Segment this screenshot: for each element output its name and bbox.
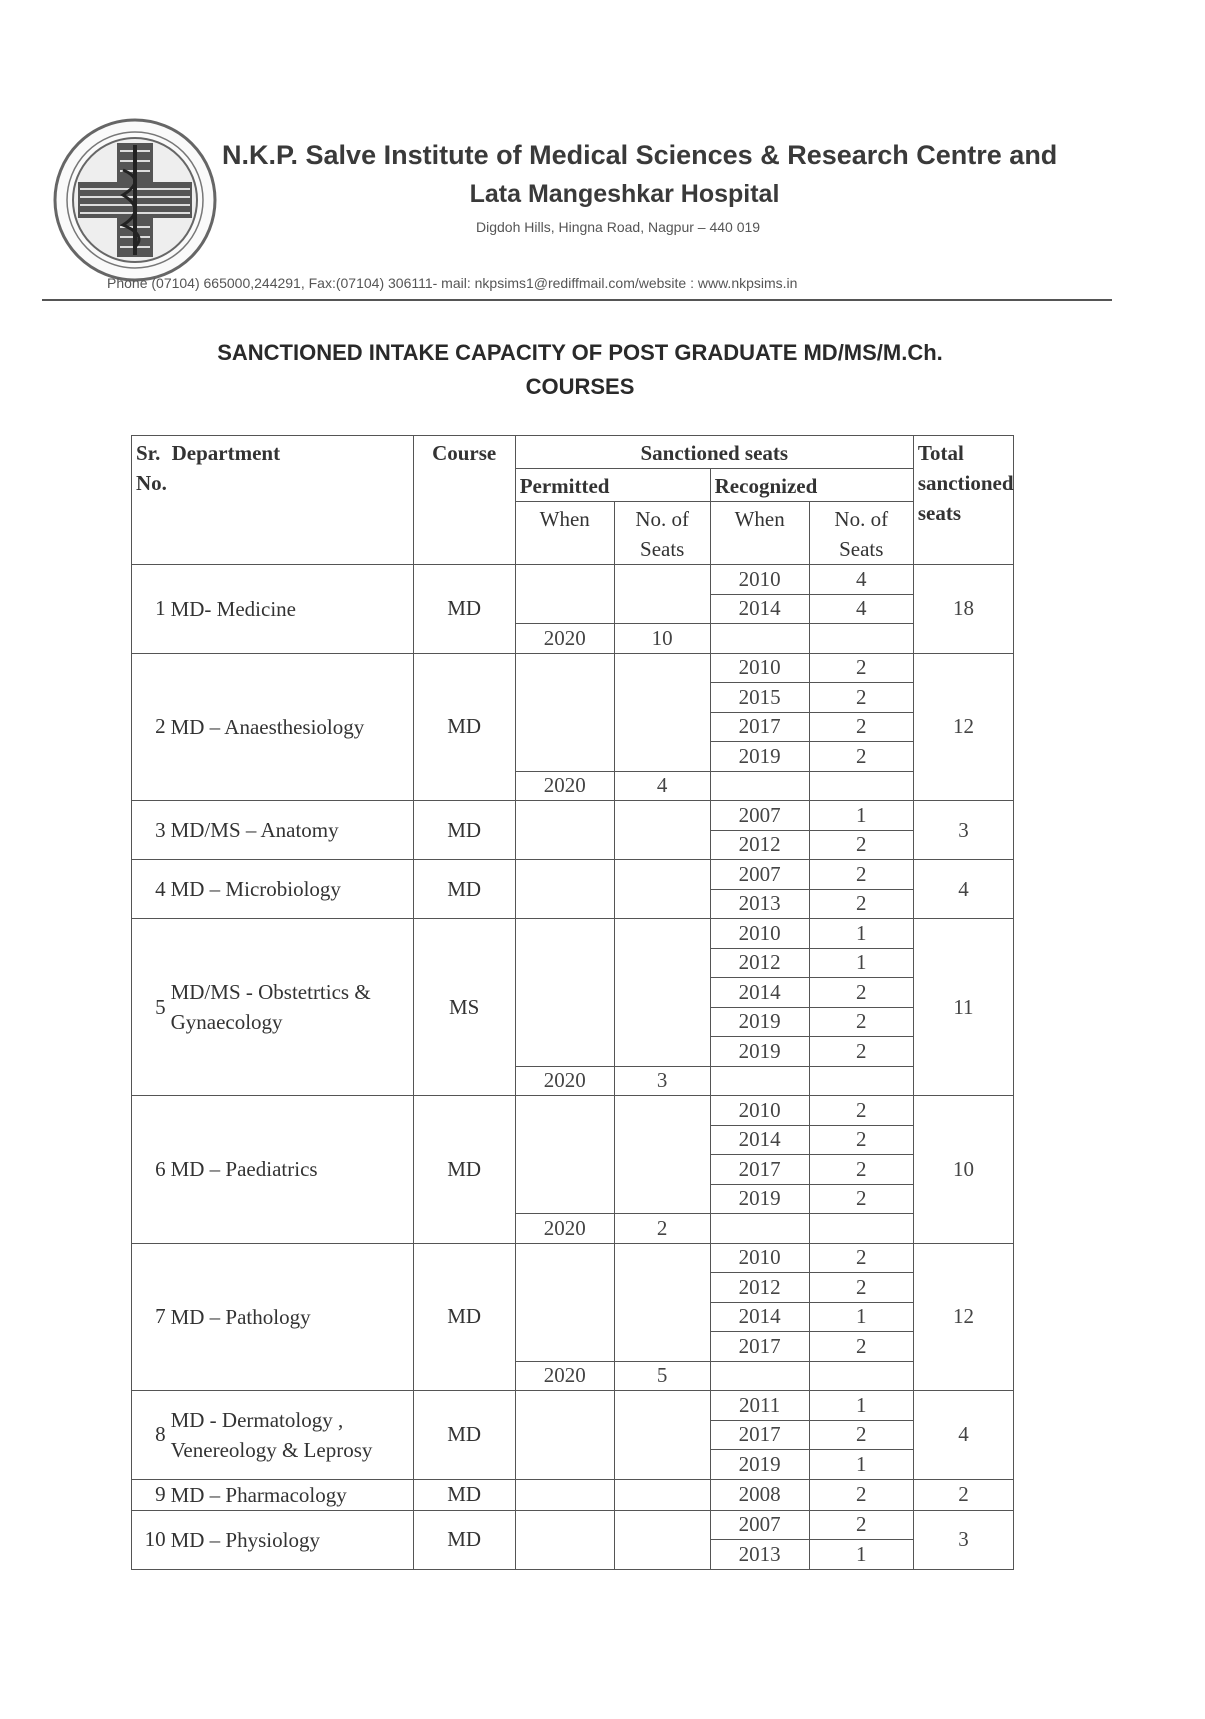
recognized-seats-cell bbox=[809, 1214, 913, 1244]
course-cell: MD bbox=[413, 860, 515, 919]
recognized-seats-cell: 1 bbox=[809, 1391, 913, 1421]
recognized-when-cell: 2014 bbox=[710, 1302, 809, 1332]
permitted-seats-cell: 3 bbox=[614, 1066, 710, 1096]
total-seats-cell: 12 bbox=[913, 1243, 1013, 1391]
total-seats-cell: 12 bbox=[913, 653, 1013, 801]
recognized-seats-cell: 2 bbox=[809, 742, 913, 772]
recognized-when-cell bbox=[710, 1361, 809, 1391]
total-seats-cell: 3 bbox=[913, 801, 1013, 860]
permitted-seats-cell bbox=[614, 1096, 710, 1214]
permitted-seats-cell bbox=[614, 919, 710, 1067]
course-cell: MD bbox=[413, 565, 515, 654]
table-row bbox=[132, 860, 1014, 890]
recognized-seats-cell bbox=[809, 771, 913, 801]
permitted-seats-cell bbox=[614, 1479, 710, 1510]
table-row bbox=[132, 919, 1014, 949]
permitted-when-cell bbox=[515, 653, 614, 771]
department-cell: MD – Pharmacology bbox=[168, 1479, 414, 1510]
institute-address: Digdoh Hills, Hingna Road, Nagpur – 440 019 bbox=[476, 219, 761, 235]
sr-no-cell: 2 bbox=[132, 653, 168, 801]
permitted-seats-cell: 5 bbox=[614, 1361, 710, 1391]
course-cell: MD bbox=[413, 1510, 515, 1569]
recognized-seats-cell: 2 bbox=[809, 830, 913, 860]
header-permitted-when: When bbox=[515, 502, 614, 565]
permitted-seats-cell bbox=[614, 653, 710, 771]
recognized-seats-cell: 2 bbox=[809, 1096, 913, 1126]
recognized-when-cell: 2012 bbox=[710, 948, 809, 978]
table-row bbox=[132, 1510, 1014, 1540]
permitted-seats-cell bbox=[614, 1243, 710, 1361]
total-seats-cell: 4 bbox=[913, 1391, 1013, 1480]
permitted-seats-cell bbox=[614, 565, 710, 624]
recognized-seats-cell: 2 bbox=[809, 653, 913, 683]
department-cell: MD – Physiology bbox=[168, 1510, 414, 1569]
course-cell: MD bbox=[413, 1391, 515, 1480]
recognized-when-cell: 2019 bbox=[710, 1007, 809, 1037]
department-cell: MD- Medicine bbox=[168, 565, 414, 654]
course-cell: MD bbox=[413, 801, 515, 860]
recognized-seats-cell bbox=[809, 624, 913, 654]
course-cell: MD bbox=[413, 1096, 515, 1244]
header-divider bbox=[42, 299, 1112, 301]
table-row bbox=[132, 653, 1014, 683]
recognized-when-cell bbox=[710, 771, 809, 801]
recognized-when-cell bbox=[710, 1214, 809, 1244]
permitted-seats-cell bbox=[614, 860, 710, 919]
recognized-when-cell: 2010 bbox=[710, 565, 809, 595]
sr-no-cell: 3 bbox=[132, 801, 168, 860]
recognized-when-cell: 2014 bbox=[710, 978, 809, 1008]
recognized-when-cell: 2019 bbox=[710, 1450, 809, 1480]
recognized-when-cell: 2017 bbox=[710, 1332, 809, 1362]
recognized-seats-cell: 1 bbox=[809, 1540, 913, 1570]
recognized-seats-cell: 2 bbox=[809, 1155, 913, 1185]
department-cell: MD - Dermatology , Venereology & Leprosy bbox=[168, 1391, 414, 1480]
recognized-seats-cell: 2 bbox=[809, 1125, 913, 1155]
permitted-seats-cell: 2 bbox=[614, 1214, 710, 1244]
recognized-seats-cell: 2 bbox=[809, 1479, 913, 1510]
recognized-when-cell bbox=[710, 1066, 809, 1096]
sr-no-cell: 8 bbox=[132, 1391, 168, 1480]
recognized-seats-cell: 2 bbox=[809, 1273, 913, 1303]
recognized-seats-cell bbox=[809, 1066, 913, 1096]
permitted-seats-cell bbox=[614, 1391, 710, 1480]
permitted-when-cell: 2020 bbox=[515, 624, 614, 654]
recognized-when-cell bbox=[710, 624, 809, 654]
recognized-when-cell: 2008 bbox=[710, 1479, 809, 1510]
permitted-when-cell bbox=[515, 1510, 614, 1569]
recognized-seats-cell: 2 bbox=[809, 1037, 913, 1067]
recognized-seats-cell: 1 bbox=[809, 948, 913, 978]
header-sanctioned-seats: Sanctioned seats bbox=[515, 436, 913, 469]
course-cell: MD bbox=[413, 1243, 515, 1391]
recognized-seats-cell: 2 bbox=[809, 1510, 913, 1540]
permitted-seats-cell: 4 bbox=[614, 771, 710, 801]
recognized-seats-cell: 2 bbox=[809, 712, 913, 742]
header-course: Course bbox=[413, 436, 515, 565]
sr-no-cell: 1 bbox=[132, 565, 168, 654]
table-body bbox=[132, 565, 1014, 1570]
recognized-when-cell: 2019 bbox=[710, 1037, 809, 1067]
permitted-when-cell bbox=[515, 801, 614, 860]
recognized-when-cell: 2010 bbox=[710, 1243, 809, 1273]
permitted-when-cell bbox=[515, 1243, 614, 1361]
recognized-when-cell: 2010 bbox=[710, 1096, 809, 1126]
recognized-seats-cell: 1 bbox=[809, 1450, 913, 1480]
table-row bbox=[132, 1479, 1014, 1510]
header-permitted: Permitted bbox=[515, 469, 710, 502]
recognized-seats-cell: 2 bbox=[809, 978, 913, 1008]
course-cell: MD bbox=[413, 1479, 515, 1510]
permitted-when-cell: 2020 bbox=[515, 1361, 614, 1391]
department-cell: MD/MS – Anatomy bbox=[168, 801, 414, 860]
recognized-when-cell: 2010 bbox=[710, 919, 809, 949]
recognized-when-cell: 2011 bbox=[710, 1391, 809, 1421]
recognized-when-cell: 2017 bbox=[710, 712, 809, 742]
recognized-when-cell: 2019 bbox=[710, 1184, 809, 1214]
total-seats-cell: 4 bbox=[913, 860, 1013, 919]
recognized-when-cell: 2017 bbox=[710, 1155, 809, 1185]
department-cell: MD – Microbiology bbox=[168, 860, 414, 919]
course-cell: MS bbox=[413, 919, 515, 1096]
total-seats-cell: 2 bbox=[913, 1479, 1013, 1510]
header-recognized-when: When bbox=[710, 502, 809, 565]
permitted-when-cell: 2020 bbox=[515, 1066, 614, 1096]
recognized-when-cell: 2012 bbox=[710, 830, 809, 860]
permitted-when-cell bbox=[515, 919, 614, 1067]
department-cell: MD/MS - Obstetrtics & Gynaecology bbox=[168, 919, 414, 1096]
recognized-when-cell: 2007 bbox=[710, 860, 809, 890]
total-seats-cell: 11 bbox=[913, 919, 1013, 1096]
department-cell: MD – Paediatrics bbox=[168, 1096, 414, 1244]
recognized-when-cell: 2013 bbox=[710, 1540, 809, 1570]
permitted-when-cell bbox=[515, 1096, 614, 1214]
total-seats-cell: 10 bbox=[913, 1096, 1013, 1244]
recognized-seats-cell: 2 bbox=[809, 1007, 913, 1037]
institute-name-line1: N.K.P. Salve Institute of Medical Sciences & Research Centre and bbox=[222, 140, 1058, 170]
header-permitted-seats: No. of Seats bbox=[614, 502, 710, 565]
recognized-when-cell: 2013 bbox=[710, 889, 809, 919]
table-row bbox=[132, 565, 1014, 595]
header-recognized-seats: No. of Seats bbox=[809, 502, 913, 565]
header-total: Total sanctioned seats bbox=[913, 436, 1013, 565]
permitted-seats-cell bbox=[614, 801, 710, 860]
recognized-seats-cell: 1 bbox=[809, 919, 913, 949]
permitted-seats-cell bbox=[614, 1510, 710, 1569]
recognized-seats-cell: 4 bbox=[809, 594, 913, 624]
sanctioned-seats-table bbox=[131, 435, 1014, 1570]
document-title-line1: SANCTIONED INTAKE CAPACITY OF POST GRADUATE MD/MS/M.Ch. bbox=[217, 340, 943, 365]
header-recognized: Recognized bbox=[710, 469, 913, 502]
recognized-seats-cell bbox=[809, 1361, 913, 1391]
sr-no-cell: 4 bbox=[132, 860, 168, 919]
header-sr-no: Sr. No. bbox=[132, 436, 168, 565]
recognized-seats-cell: 2 bbox=[809, 860, 913, 890]
sr-no-cell: 6 bbox=[132, 1096, 168, 1244]
recognized-when-cell: 2014 bbox=[710, 1125, 809, 1155]
recognized-when-cell: 2010 bbox=[710, 653, 809, 683]
recognized-seats-cell: 2 bbox=[809, 1243, 913, 1273]
permitted-when-cell bbox=[515, 565, 614, 624]
sr-no-cell: 9 bbox=[132, 1479, 168, 1510]
recognized-when-cell: 2019 bbox=[710, 742, 809, 772]
sr-no-cell: 10 bbox=[132, 1510, 168, 1569]
table-row bbox=[132, 1096, 1014, 1126]
contact-line: Phone (07104) 665000,244291, Fax:(07104) 306111- mail: nkpsims1@rediffmail.com/website : www.nkpsims.in bbox=[107, 275, 798, 291]
department-cell: MD – Anaesthesiology bbox=[168, 653, 414, 801]
recognized-seats-cell: 4 bbox=[809, 565, 913, 595]
permitted-when-cell bbox=[515, 1479, 614, 1510]
recognized-seats-cell: 1 bbox=[809, 801, 913, 831]
total-seats-cell: 3 bbox=[913, 1510, 1013, 1569]
recognized-seats-cell: 2 bbox=[809, 1184, 913, 1214]
permitted-when-cell: 2020 bbox=[515, 771, 614, 801]
table-row bbox=[132, 1391, 1014, 1421]
department-cell: MD – Pathology bbox=[168, 1243, 414, 1391]
total-seats-cell: 18 bbox=[913, 565, 1013, 654]
recognized-seats-cell: 2 bbox=[809, 1420, 913, 1450]
table-row bbox=[132, 1243, 1014, 1273]
permitted-when-cell: 2020 bbox=[515, 1214, 614, 1244]
document-title bbox=[0, 336, 1160, 404]
table-row bbox=[132, 801, 1014, 831]
recognized-when-cell: 2015 bbox=[710, 683, 809, 713]
sr-no-cell: 7 bbox=[132, 1243, 168, 1391]
hospital-name: Lata Mangeshkar Hospital bbox=[469, 180, 780, 208]
recognized-when-cell: 2017 bbox=[710, 1420, 809, 1450]
course-cell: MD bbox=[413, 653, 515, 801]
recognized-seats-cell: 2 bbox=[809, 683, 913, 713]
recognized-seats-cell: 2 bbox=[809, 1332, 913, 1362]
document-title-line2: COURSES bbox=[525, 374, 635, 399]
recognized-when-cell: 2007 bbox=[710, 1510, 809, 1540]
recognized-when-cell: 2014 bbox=[710, 594, 809, 624]
recognized-seats-cell: 1 bbox=[809, 1302, 913, 1332]
permitted-when-cell bbox=[515, 860, 614, 919]
sr-no-cell: 5 bbox=[132, 919, 168, 1096]
recognized-when-cell: 2007 bbox=[710, 801, 809, 831]
recognized-seats-cell: 2 bbox=[809, 889, 913, 919]
recognized-when-cell: 2012 bbox=[710, 1273, 809, 1303]
permitted-when-cell bbox=[515, 1391, 614, 1480]
header-department: Department bbox=[168, 436, 414, 565]
permitted-seats-cell: 10 bbox=[614, 624, 710, 654]
